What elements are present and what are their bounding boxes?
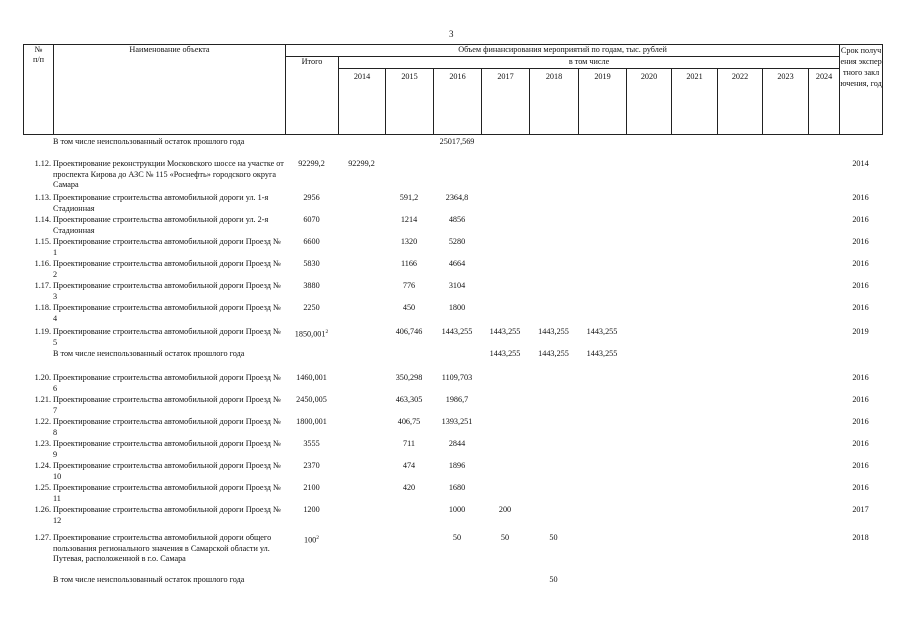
cell-v2018: 1443,255 xyxy=(538,327,569,336)
cell-v2017: 1443,255 xyxy=(489,349,521,358)
row-number: 1.21. xyxy=(34,395,51,404)
cell-total: 6070 xyxy=(303,215,320,224)
cell-total: 1850,001$^2$ xyxy=(294,329,329,339)
cell-v2015: 776 xyxy=(402,281,416,290)
cell-deadline: 2016 xyxy=(852,417,869,426)
header-name: Наименование объекта xyxy=(54,45,286,135)
row-number: 1.23. xyxy=(34,439,51,448)
cell-v2015: 1320 xyxy=(400,237,418,246)
row-name: В том числе неиспользованный остаток прошлого года xyxy=(53,137,245,146)
header-year-2023: 2023 xyxy=(763,69,809,135)
cell-deadline: 2016 xyxy=(852,193,869,202)
header-year-2021: 2021 xyxy=(672,69,718,135)
cell-v2017: 1443,255 xyxy=(489,327,521,336)
cell-deadline: 2017 xyxy=(852,505,869,514)
row-number: 1.20. xyxy=(34,373,51,382)
cell-v2016: 1000 xyxy=(448,505,466,514)
cell-v2018: 50 xyxy=(549,533,558,542)
cell-deadline: 2016 xyxy=(852,461,869,470)
row-number: 1.12. xyxy=(34,159,51,168)
row-number: 1.24. xyxy=(34,461,51,470)
cell-deadline: 2016 xyxy=(852,373,869,382)
cell-v2018: 1443,255 xyxy=(538,349,569,358)
row-number: 1.17. xyxy=(34,281,51,290)
cell-total: 2370 xyxy=(303,461,320,470)
row-name: Проектирование строительства автомобильной дороги ул. 2-я Стадионная xyxy=(53,215,269,235)
row-number: 1.19. xyxy=(34,327,51,336)
cell-deadline: 2016 xyxy=(852,259,869,268)
cell-deadline: 2014 xyxy=(852,159,869,168)
header-total: Итого xyxy=(286,57,339,135)
cell-total: 2100 xyxy=(303,483,320,492)
cell-v2016: 4856 xyxy=(448,215,466,224)
header-year-2024: 2024 xyxy=(809,69,840,135)
cell-total: 3555 xyxy=(303,439,320,448)
cell-v2015: 406,746 xyxy=(395,327,423,336)
header-year-2020: 2020 xyxy=(627,69,672,135)
header-funding: Объем финансирования мероприятий по годам, тыс. рублей xyxy=(286,45,840,57)
cell-deadline: 2016 xyxy=(852,215,869,224)
cell-total: 1460,001 xyxy=(296,373,327,382)
cell-v2015: 711 xyxy=(403,439,415,448)
row-number: 1.27. xyxy=(34,533,51,542)
cell-total: 5830 xyxy=(303,259,320,268)
cell-v2015: 591,2 xyxy=(399,193,419,202)
row-number: 1.26. xyxy=(34,505,51,514)
cell-total: 6600 xyxy=(303,237,320,246)
footnote-mark: 2 xyxy=(316,535,320,541)
cell-v2015: 1166 xyxy=(400,259,418,268)
cell-total: 1800,001 xyxy=(296,417,327,426)
header-year-2016: 2016 xyxy=(434,69,482,135)
header-year-2022: 2022 xyxy=(718,69,763,135)
cell-v2016: 50 xyxy=(452,533,462,542)
cell-v2016: 1393,251 xyxy=(441,417,473,426)
cell-v2016: 1443,255 xyxy=(441,327,473,336)
cell-v2016: 25017,569 xyxy=(439,137,475,146)
cell-v2016: 1986,7 xyxy=(445,395,469,404)
header-year-2015: 2015 xyxy=(386,69,434,135)
cell-v2016: 1800 xyxy=(448,303,466,312)
cell-v2016: 2844 xyxy=(448,439,466,448)
table-header xyxy=(23,44,883,135)
cell-v2019: 1443,255 xyxy=(586,327,618,336)
cell-total: $100^2$ xyxy=(303,535,320,545)
row-name: Проектирование строительства автомобильной дороги Проезд № 11 xyxy=(53,483,281,503)
row-name: Проектирование реконструкции Московского шоссе на участке от проспекта Кирова до АЗС № 115 «Роснефть» городского округа Самара xyxy=(53,159,284,190)
cell-v2015: 350,298 xyxy=(395,373,423,382)
page-number: 3 xyxy=(449,29,454,39)
cell-v2017: 50 xyxy=(500,533,510,542)
cell-v2016: 1109,703 xyxy=(441,373,473,382)
row-name: Проектирование строительства автомобильной дороги Проезд № 12 xyxy=(53,505,281,525)
row-number: 1.15. xyxy=(34,237,51,246)
cell-total: 3880 xyxy=(303,281,320,290)
cell-deadline: 2016 xyxy=(852,483,869,492)
row-name: Проектирование строительства автомобильной дороги Проезд № 4 xyxy=(53,303,281,323)
cell-v2015: 463,305 xyxy=(395,395,423,404)
cell-v2015: 1214 xyxy=(400,215,418,224)
row-name: Проектирование строительства автомобильной дороги Проезд № 7 xyxy=(53,395,281,415)
row-name: Проектирование строительства автомобильной дороги общего пользования регионального значения в Самарской области ул. Путевая, расположенной в г.о. Самара xyxy=(53,533,272,564)
cell-v2015: 406,75 xyxy=(397,417,421,426)
cell-deadline: 2018 xyxy=(852,533,869,542)
cell-deadline: 2016 xyxy=(852,237,869,246)
cell-v2016: 1680 xyxy=(448,483,466,492)
cell-total: 2250 xyxy=(303,303,320,312)
header-num: № п/п xyxy=(24,45,54,135)
row-name: Проектирование строительства автомобильной дороги Проезд № 6 xyxy=(53,373,281,393)
row-number: 1.18. xyxy=(34,303,51,312)
cell-deadline: 2016 xyxy=(852,439,869,448)
cell-deadline: 2016 xyxy=(852,303,869,312)
header-including: в том числе xyxy=(339,57,840,69)
row-name: Проектирование строительства автомобильной дороги Проезд № 5 xyxy=(53,327,281,347)
cell-deadline: 2019 xyxy=(852,327,869,336)
row-name: В том числе неиспользованный остаток прошлого года xyxy=(53,349,245,358)
cell-v2019: 1443,255 xyxy=(586,349,618,358)
cell-total: 1200 xyxy=(303,505,320,514)
row-name: Проектирование строительства автомобильной дороги Проезд № 2 xyxy=(53,259,281,279)
cell-v2018: 50 xyxy=(549,575,558,584)
row-name: Проектирование строительства автомобильной дороги Проезд № 8 xyxy=(53,417,281,437)
row-name: В том числе неиспользованный остаток прошлого года xyxy=(53,575,245,584)
cell-deadline: 2016 xyxy=(852,281,869,290)
header-year-2017: 2017 xyxy=(482,69,530,135)
cell-v2015: 450 xyxy=(402,303,416,312)
row-number: 1.14. xyxy=(34,215,51,224)
row-number: 1.13. xyxy=(34,193,51,202)
row-number: 1.22. xyxy=(34,417,51,426)
cell-v2015: 420 xyxy=(402,483,416,492)
cell-v2014: 92299,2 xyxy=(348,159,375,168)
cell-v2015: 474 xyxy=(402,461,416,470)
header-year-2014: 2014 xyxy=(339,69,386,135)
cell-total: 2956 xyxy=(303,193,320,202)
cell-deadline: 2016 xyxy=(852,395,869,404)
cell-total: 92299,2 xyxy=(298,159,325,168)
cell-total: 2450,005 xyxy=(296,395,327,404)
header-deadline: Срок получения экспертного заключения, год xyxy=(840,45,883,135)
cell-v2016: 1896 xyxy=(448,461,466,470)
row-number: 1.16. xyxy=(34,259,51,268)
cell-v2016: 3104 xyxy=(448,281,466,290)
row-name: Проектирование строительства автомобильной дороги ул. 1-я Стадионная xyxy=(53,193,269,213)
header-year-2019: 2019 xyxy=(579,69,627,135)
footnote-mark: 2 xyxy=(325,329,329,335)
header-year-2018: 2018 xyxy=(530,69,579,135)
cell-v2017: 200 xyxy=(498,505,512,514)
cell-v2016: 4664 xyxy=(448,259,466,268)
cell-v2016: 2364,8 xyxy=(445,193,469,202)
row-name: Проектирование строительства автомобильной дороги Проезд № 1 xyxy=(53,237,281,257)
row-name: Проектирование строительства автомобильной дороги Проезд № 9 xyxy=(53,439,281,459)
cell-v2016: 5280 xyxy=(448,237,466,246)
row-name: Проектирование строительства автомобильной дороги Проезд № 3 xyxy=(53,281,281,301)
row-name: Проектирование строительства автомобильной дороги Проезд № 10 xyxy=(53,461,281,481)
row-number: 1.25. xyxy=(34,483,51,492)
